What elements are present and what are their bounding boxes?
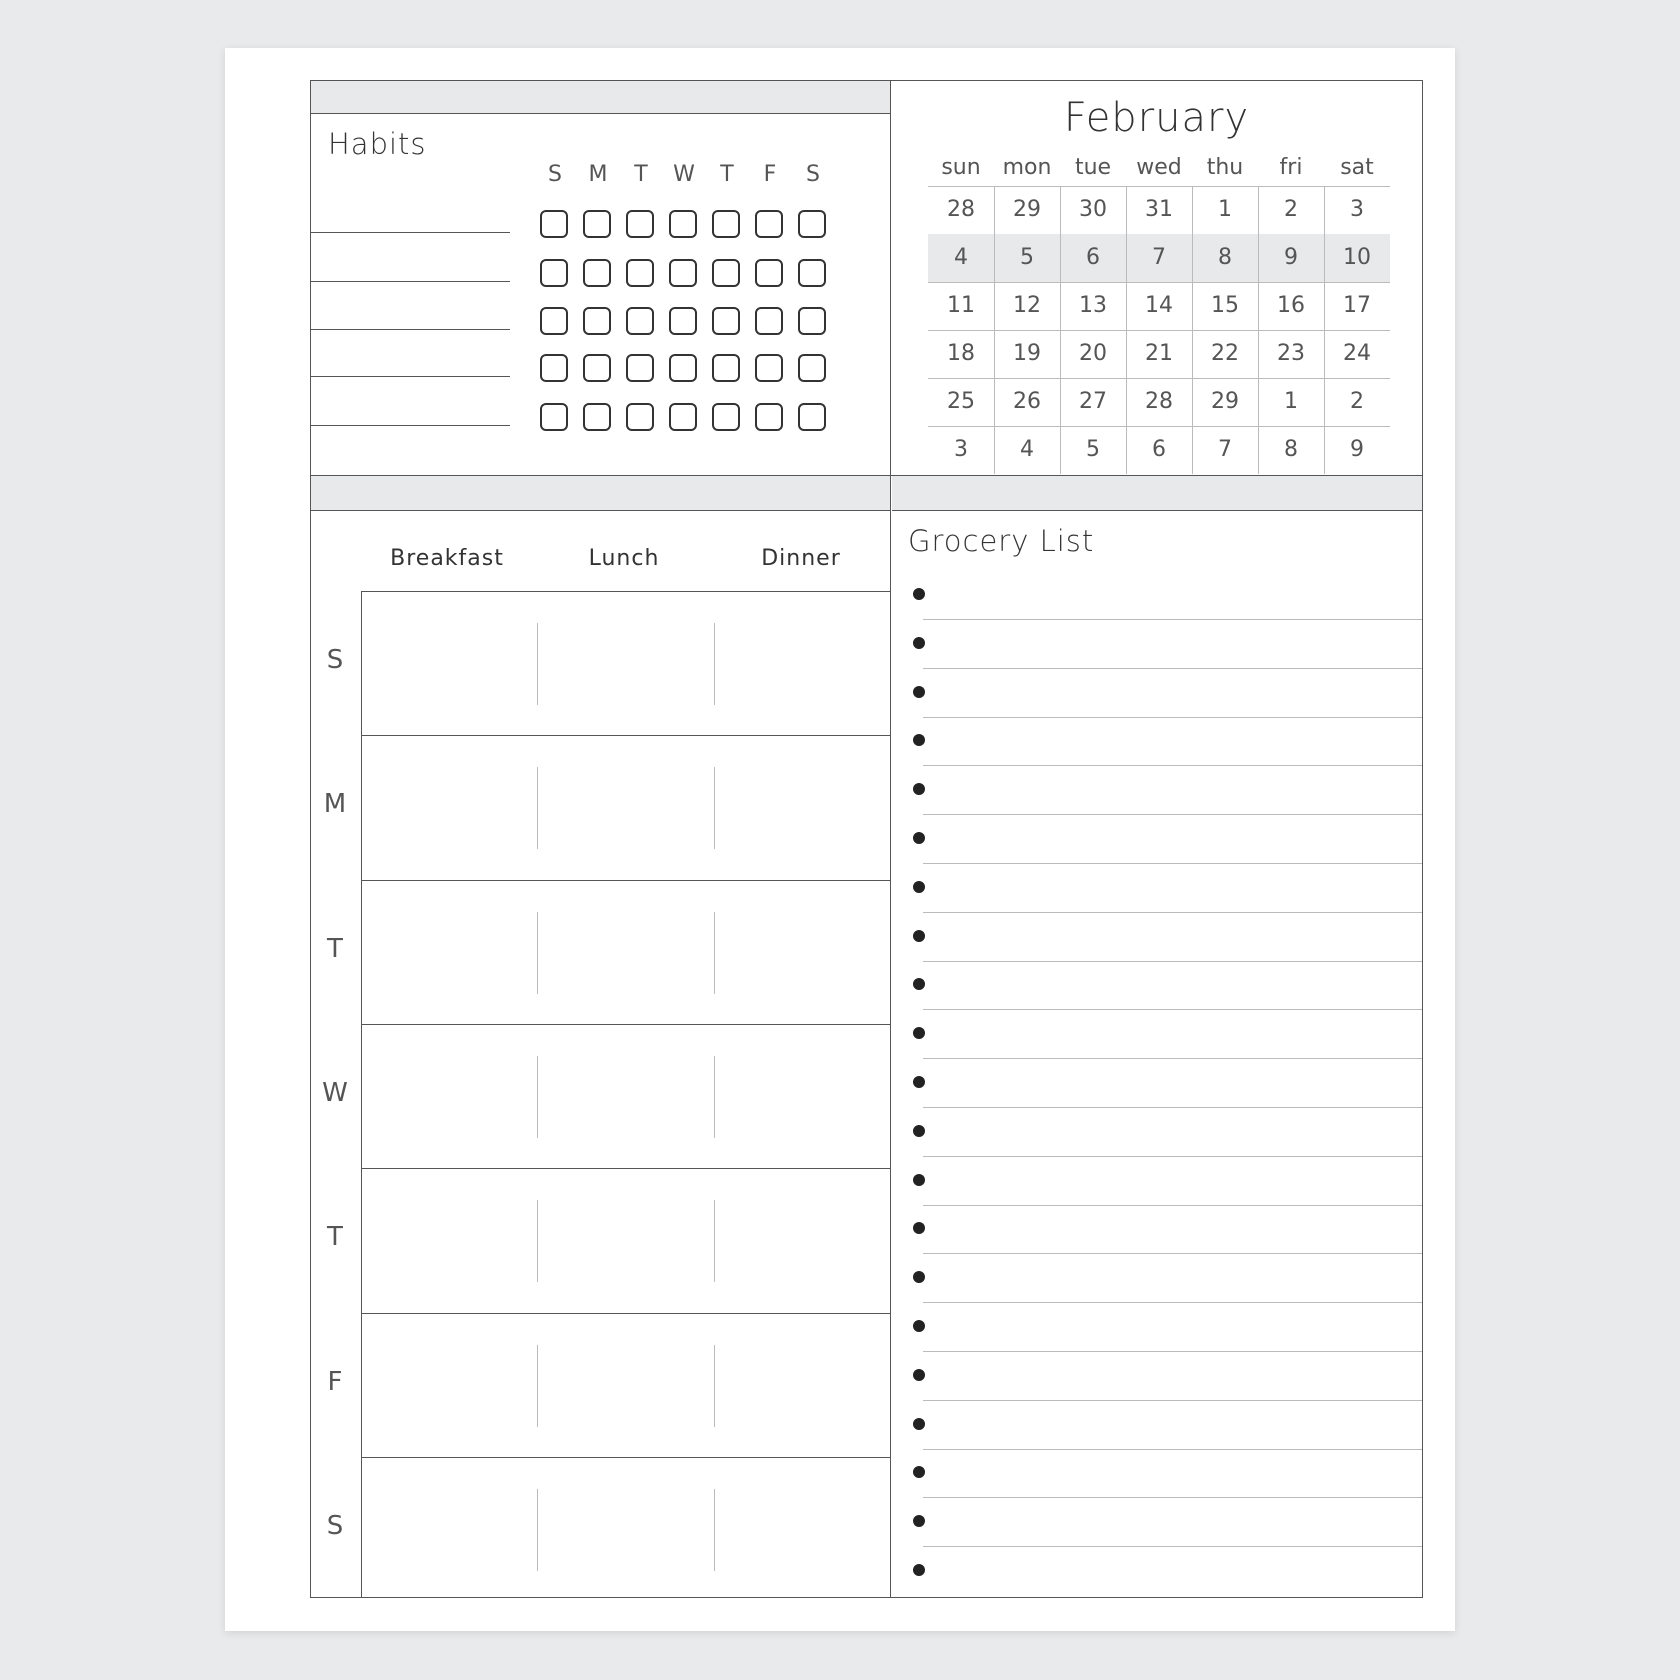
meal-column-header: Lunch: [588, 546, 660, 571]
habit-checkbox[interactable]: [669, 403, 697, 431]
habit-checkbox[interactable]: [755, 307, 783, 335]
habit-checkbox[interactable]: [540, 354, 568, 382]
grocery-bullet: [913, 1564, 925, 1576]
grocery-bullet: [913, 1466, 925, 1478]
habit-day-header: W: [673, 162, 695, 187]
calendar-day-cell[interactable]: 12: [1013, 293, 1041, 318]
habit-checkbox[interactable]: [669, 210, 697, 238]
habit-checkbox[interactable]: [712, 307, 740, 335]
calendar-day-cell[interactable]: 20: [1079, 341, 1107, 366]
calendar-day-cell[interactable]: 5: [1086, 437, 1100, 462]
grocery-bullet: [913, 1076, 925, 1088]
grocery-bullet: [913, 881, 925, 893]
habit-checkbox[interactable]: [583, 259, 611, 287]
habit-checkbox[interactable]: [626, 210, 654, 238]
calendar-day-cell[interactable]: 3: [954, 437, 968, 462]
grocery-bullet: [913, 1418, 925, 1430]
grocery-item-line[interactable]: [923, 1400, 1422, 1401]
grocery-bullet: [913, 1271, 925, 1283]
habit-checkbox[interactable]: [626, 307, 654, 335]
meal-day-label: S: [326, 1510, 344, 1541]
calendar-weekday-header: sat: [1340, 155, 1374, 180]
grocery-item-line[interactable]: [923, 1302, 1422, 1303]
grocery-item-line[interactable]: [923, 1205, 1422, 1206]
calendar-day-cell[interactable]: 2: [1350, 389, 1364, 414]
meal-day-row[interactable]: [362, 591, 890, 735]
habit-day-header: M: [588, 162, 608, 187]
habit-checkbox[interactable]: [669, 259, 697, 287]
grocery-bullet: [913, 832, 925, 844]
habit-checkbox[interactable]: [712, 403, 740, 431]
meal-day-row[interactable]: [362, 1313, 890, 1457]
habit-checkbox[interactable]: [540, 307, 568, 335]
habit-checkbox[interactable]: [583, 403, 611, 431]
calendar-day-cell[interactable]: 5: [1020, 245, 1034, 270]
calendar-day-cell[interactable]: 8: [1284, 437, 1298, 462]
planner-frame: [310, 80, 1423, 1598]
habit-checkbox[interactable]: [669, 307, 697, 335]
habit-checkbox[interactable]: [540, 259, 568, 287]
grocery-item-line[interactable]: [923, 1156, 1422, 1157]
calendar-weekday-header: mon: [1002, 155, 1052, 180]
calendar-day-cell[interactable]: 26: [1013, 389, 1041, 414]
grocery-item-line[interactable]: [923, 717, 1422, 718]
habit-checkbox[interactable]: [626, 259, 654, 287]
calendar-weekday-header: wed: [1136, 155, 1182, 180]
habit-day-header: F: [763, 162, 777, 187]
habit-day-header: T: [720, 162, 734, 187]
calendar-column-line: [1258, 186, 1259, 474]
habit-checkbox[interactable]: [798, 403, 826, 431]
grocery-item-line[interactable]: [923, 1058, 1422, 1059]
meal-column-header: Breakfast: [390, 546, 504, 571]
calendar-column-line: [1192, 186, 1193, 474]
calendar-day-cell[interactable]: 24: [1343, 341, 1371, 366]
calendar-month-title: February: [1063, 95, 1250, 141]
grocery-item-line[interactable]: [923, 1546, 1422, 1547]
habit-checkbox[interactable]: [712, 259, 740, 287]
calendar-weekday-header: thu: [1206, 155, 1244, 180]
calendar-day-cell[interactable]: 28: [947, 197, 975, 222]
habit-checkbox[interactable]: [540, 210, 568, 238]
meal-day-row[interactable]: [362, 735, 890, 879]
calendar-day-cell[interactable]: 2: [1284, 197, 1298, 222]
habit-checkbox[interactable]: [798, 259, 826, 287]
calendar-day-cell[interactable]: 7: [1152, 245, 1166, 270]
calendar-weekday-header: fri: [1279, 155, 1303, 180]
grocery-item-line[interactable]: [923, 1009, 1422, 1010]
habit-checkbox[interactable]: [626, 403, 654, 431]
grocery-item-line[interactable]: [923, 668, 1422, 669]
grocery-item-line[interactable]: [923, 765, 1422, 766]
grocery-bullet: [913, 637, 925, 649]
habit-name-line[interactable]: [311, 425, 510, 426]
habit-checkbox[interactable]: [712, 354, 740, 382]
calendar-weekday-header: sun: [941, 155, 981, 180]
habits-header-band: [311, 81, 890, 114]
calendar-column-line: [994, 186, 995, 474]
habit-day-header: T: [634, 162, 648, 187]
grocery-item-line[interactable]: [923, 814, 1422, 815]
grocery-bullet: [913, 1320, 925, 1332]
calendar-day-cell[interactable]: 21: [1145, 341, 1173, 366]
habit-name-line[interactable]: [311, 281, 510, 282]
habit-day-header: S: [806, 162, 820, 187]
grocery-bullet: [913, 1174, 925, 1186]
meal-day-label: T: [327, 1222, 343, 1253]
calendar-column-line: [1324, 186, 1325, 474]
meal-day-label: F: [327, 1366, 343, 1397]
habit-day-header: S: [548, 162, 562, 187]
grocery-bullet: [913, 686, 925, 698]
calendar-day-cell[interactable]: 30: [1079, 197, 1107, 222]
calendar-day-cell[interactable]: 6: [1152, 437, 1166, 462]
habit-checkbox[interactable]: [583, 307, 611, 335]
grocery-header-band: [892, 476, 1422, 511]
habit-checkbox[interactable]: [626, 354, 654, 382]
habit-checkbox[interactable]: [798, 307, 826, 335]
column-divider: [890, 81, 891, 1597]
calendar-day-cell[interactable]: 19: [1013, 341, 1041, 366]
grocery-item-line[interactable]: [923, 863, 1422, 864]
meal-day-label: T: [327, 933, 343, 964]
habit-name-line[interactable]: [311, 232, 510, 233]
calendar-day-cell[interactable]: 9: [1284, 245, 1298, 270]
grocery-item-line[interactable]: [923, 1351, 1422, 1352]
calendar-day-cell[interactable]: 10: [1343, 245, 1371, 270]
calendar-day-cell[interactable]: 23: [1277, 341, 1305, 366]
calendar-day-cell[interactable]: 28: [1145, 389, 1173, 414]
grocery-item-line[interactable]: [923, 961, 1422, 962]
meal-day-row[interactable]: [362, 880, 890, 1024]
calendar-day-cell[interactable]: 16: [1277, 293, 1305, 318]
grocery-bullet: [913, 1515, 925, 1527]
meal-day-row[interactable]: [362, 1457, 890, 1601]
meal-column-header: Dinner: [761, 546, 841, 571]
habit-checkbox[interactable]: [755, 403, 783, 431]
habit-name-line[interactable]: [311, 376, 510, 377]
grocery-bullet: [913, 1369, 925, 1381]
calendar-day-cell[interactable]: 29: [1013, 197, 1041, 222]
grocery-list-title: Grocery List: [908, 524, 1095, 558]
calendar-day-cell[interactable]: 25: [947, 389, 975, 414]
calendar-day-cell[interactable]: 27: [1079, 389, 1107, 414]
meal-day-label: S: [326, 645, 344, 676]
calendar-column-line: [1126, 186, 1127, 474]
habit-checkbox[interactable]: [798, 354, 826, 382]
calendar-weekday-header: tue: [1074, 155, 1112, 180]
calendar-day-cell[interactable]: 3: [1350, 197, 1364, 222]
habit-checkbox[interactable]: [712, 210, 740, 238]
grocery-bullet: [913, 588, 925, 600]
planner-page: [225, 48, 1455, 1631]
habit-checkbox[interactable]: [583, 210, 611, 238]
calendar-day-cell[interactable]: 11: [947, 293, 975, 318]
grocery-bullet: [913, 1125, 925, 1137]
calendar-day-cell[interactable]: 22: [1211, 341, 1239, 366]
habit-checkbox[interactable]: [583, 354, 611, 382]
meal-day-label: M: [323, 789, 347, 820]
grocery-item-line[interactable]: [923, 619, 1422, 620]
meal-day-label: W: [322, 1078, 348, 1109]
calendar-day-cell[interactable]: 31: [1145, 197, 1173, 222]
calendar-column-line: [1060, 186, 1061, 474]
meal-day-row[interactable]: [362, 1024, 890, 1168]
calendar-day-cell[interactable]: 14: [1145, 293, 1173, 318]
calendar-day-cell[interactable]: 7: [1218, 437, 1232, 462]
habit-checkbox[interactable]: [798, 210, 826, 238]
calendar-day-cell[interactable]: 8: [1218, 245, 1232, 270]
grocery-item-line[interactable]: [923, 1107, 1422, 1108]
grocery-bullet: [913, 978, 925, 990]
calendar-day-cell[interactable]: 13: [1079, 293, 1107, 318]
grocery-item-line[interactable]: [923, 1253, 1422, 1254]
grocery-bullet: [913, 783, 925, 795]
habit-checkbox[interactable]: [755, 354, 783, 382]
habit-checkbox[interactable]: [540, 403, 568, 431]
calendar-day-cell[interactable]: 4: [954, 245, 968, 270]
grocery-bullet: [913, 930, 925, 942]
meals-header-band: [311, 476, 890, 511]
calendar-day-cell[interactable]: 1: [1218, 197, 1232, 222]
calendar-day-cell[interactable]: 15: [1211, 293, 1239, 318]
habits-title: Habits: [328, 127, 427, 161]
grocery-bullet: [913, 1222, 925, 1234]
calendar-day-cell[interactable]: 6: [1086, 245, 1100, 270]
calendar-day-cell[interactable]: 4: [1020, 437, 1034, 462]
grocery-item-line[interactable]: [923, 912, 1422, 913]
calendar-day-cell[interactable]: 18: [947, 341, 975, 366]
grocery-item-line[interactable]: [923, 1497, 1422, 1498]
habit-checkbox[interactable]: [669, 354, 697, 382]
calendar-day-cell[interactable]: 17: [1343, 293, 1371, 318]
grocery-item-line[interactable]: [923, 1449, 1422, 1450]
grocery-bullet: [913, 734, 925, 746]
habit-checkbox[interactable]: [755, 210, 783, 238]
habit-name-line[interactable]: [311, 329, 510, 330]
meal-day-row[interactable]: [362, 1168, 890, 1312]
calendar-day-cell[interactable]: 9: [1350, 437, 1364, 462]
habit-checkbox[interactable]: [755, 259, 783, 287]
grocery-bullet: [913, 1027, 925, 1039]
calendar-day-cell[interactable]: 1: [1284, 389, 1298, 414]
calendar-day-cell[interactable]: 29: [1211, 389, 1239, 414]
